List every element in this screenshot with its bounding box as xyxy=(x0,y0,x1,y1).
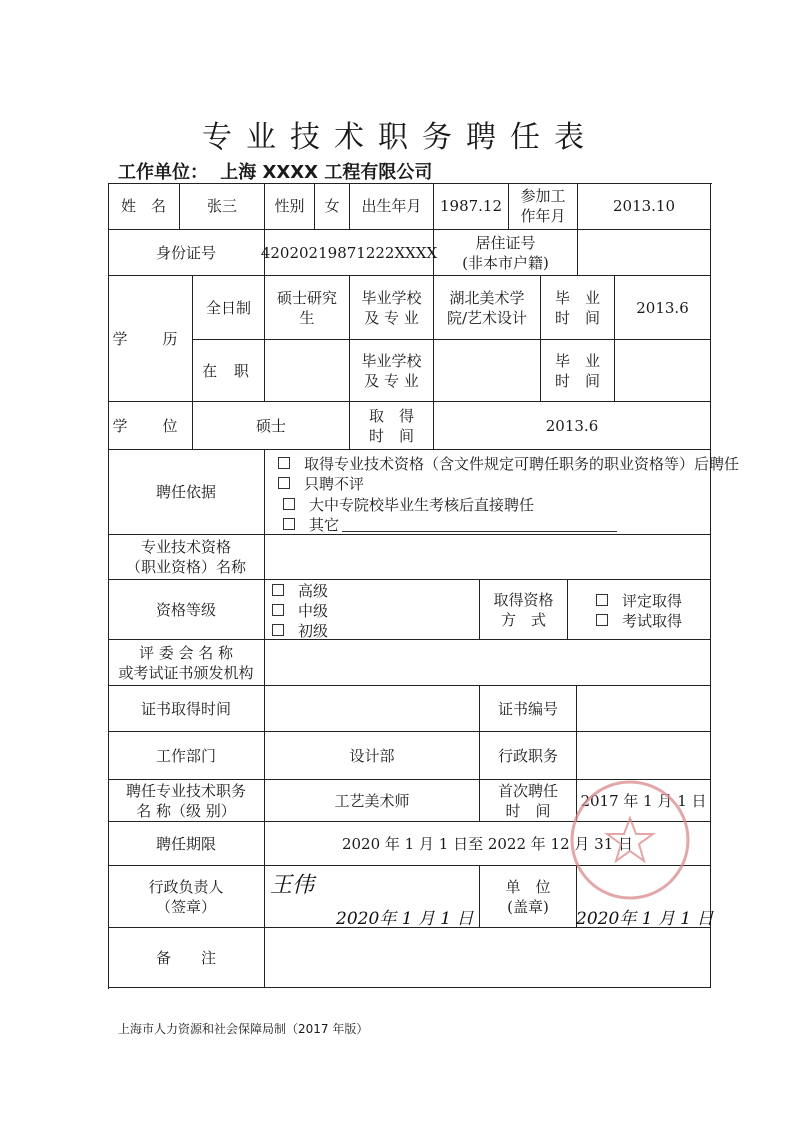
work-unit-value: 上海 XXXX 工程有限公司 xyxy=(220,162,433,183)
fulltime-school-label: 毕业学校 及 专 业 xyxy=(350,276,434,340)
fulltime-school: 湖北美术学 院/艺术设计 xyxy=(434,276,541,340)
level-label: 资格等级 xyxy=(108,580,265,640)
admin-head-signature: 王伟 xyxy=(270,873,315,898)
onjob-grad-label: 毕 业 时 间 xyxy=(541,340,615,402)
basis-option-1: 取得专业技术资格（含文件规定可聘任职务的职业资格等）后聘任 xyxy=(278,453,739,474)
cert-number-value xyxy=(577,686,711,732)
cert-time-value xyxy=(265,686,480,732)
method-option-exam: 考试取得 xyxy=(596,610,682,631)
education-label: 学 历 xyxy=(108,276,193,402)
onjob-label: 在 职 xyxy=(193,340,265,402)
admin-post-value xyxy=(577,732,711,780)
id-label: 身份证号 xyxy=(108,230,265,276)
admin-head-sign-date: 2020年 1 月 1 日 xyxy=(336,909,474,929)
other-blank-line[interactable] xyxy=(342,531,617,532)
onjob-school xyxy=(434,340,541,402)
remark-label: 备 注 xyxy=(108,928,265,988)
unit-seal-date: 2020年 1 月 1 日 xyxy=(576,909,714,929)
period-value: 2020 年 1 月 1 日至 2022 年 12 月 31 日 xyxy=(265,822,711,866)
unit-seal-label: 单 位 (盖章) xyxy=(480,866,577,928)
method-option-evaluate: 评定取得 xyxy=(596,590,682,611)
level-option-junior: 初级 xyxy=(272,620,328,641)
dept-label: 工作部门 xyxy=(108,732,265,780)
fulltime-grad: 2013.6 xyxy=(615,276,711,340)
basis-option-4: 其它 xyxy=(283,514,339,535)
name-label: 姓 名 xyxy=(108,183,180,230)
basis-option-3: 大中专院校毕业生考核后直接聘任 xyxy=(283,494,534,515)
degree-value: 硕士 xyxy=(193,402,350,450)
checkbox-icon[interactable] xyxy=(278,477,290,489)
work-unit xyxy=(118,158,438,184)
committee-value xyxy=(265,640,711,686)
committee-label: 评 委 会 名 称 或考试证书颁发机构 xyxy=(108,640,265,686)
fulltime-grad-label: 毕 业 时 间 xyxy=(541,276,615,340)
residence-value xyxy=(578,230,711,276)
basis-option-2: 只聘不评 xyxy=(278,473,364,494)
level-option-senior: 高级 xyxy=(272,580,328,601)
id-value: 42020219871222XXXX xyxy=(265,230,434,276)
work-unit-label: 工作单位： xyxy=(118,162,208,183)
form-title: 专业技术职务聘任表 xyxy=(202,120,598,155)
residence-label: 居住证号 (非本市户籍) xyxy=(434,230,578,276)
level-option-middle: 中级 xyxy=(272,600,328,621)
gender-value: 女 xyxy=(315,183,350,230)
degree-obtain-label: 取 得 时 间 xyxy=(350,402,434,450)
checkbox-icon[interactable] xyxy=(272,584,284,596)
checkbox-icon[interactable] xyxy=(278,457,290,469)
admin-post-label: 行政职务 xyxy=(480,732,577,780)
checkbox-icon[interactable] xyxy=(596,594,608,606)
fulltime-label: 全日制 xyxy=(193,276,265,340)
gender-label: 性别 xyxy=(265,183,315,230)
post-value: 工艺美术师 xyxy=(265,780,480,822)
qualification-value xyxy=(265,535,711,580)
work-start-value: 2013.10 xyxy=(578,183,711,230)
work-start-label: 参加工 作年月 xyxy=(509,183,578,230)
post-label: 聘任专业技术职务 名 称（级 别） xyxy=(108,780,265,822)
checkbox-icon[interactable] xyxy=(272,604,284,616)
birth-value: 1987.12 xyxy=(434,183,509,230)
first-hire-label: 首次聘任 时 间 xyxy=(480,780,577,822)
checkbox-icon[interactable] xyxy=(596,614,608,626)
degree-obtain: 2013.6 xyxy=(434,402,711,450)
degree-label: 学 位 xyxy=(108,402,193,450)
onjob-school-label: 毕业学校 及 专 业 xyxy=(350,340,434,402)
checkbox-icon[interactable] xyxy=(283,498,295,510)
onjob-degree xyxy=(265,340,350,402)
method-label: 取得资格 方 式 xyxy=(480,580,568,640)
footer-note: 上海市人力资源和社会保障局制（2017 年版） xyxy=(118,1022,369,1036)
cert-time-label: 证书取得时间 xyxy=(108,686,265,732)
checkbox-icon[interactable] xyxy=(272,624,284,636)
admin-head-label: 行政负责人 （签章） xyxy=(108,866,265,928)
fulltime-degree: 硕士研究 生 xyxy=(265,276,350,340)
company-seal-stamp xyxy=(566,776,694,904)
basis-label: 聘任依据 xyxy=(108,450,265,535)
checkbox-icon[interactable] xyxy=(283,518,295,530)
onjob-grad xyxy=(615,340,711,402)
qualification-label: 专业技术资格 （职业资格）名称 xyxy=(108,535,265,580)
name-value: 张三 xyxy=(180,183,265,230)
cert-number-label: 证书编号 xyxy=(480,686,577,732)
birth-label: 出生年月 xyxy=(350,183,434,230)
period-label: 聘任期限 xyxy=(108,822,265,866)
dept-value: 设计部 xyxy=(265,732,480,780)
first-hire-value: 2017 年 1 月 1 日 xyxy=(577,780,711,822)
remark-value xyxy=(265,928,711,988)
